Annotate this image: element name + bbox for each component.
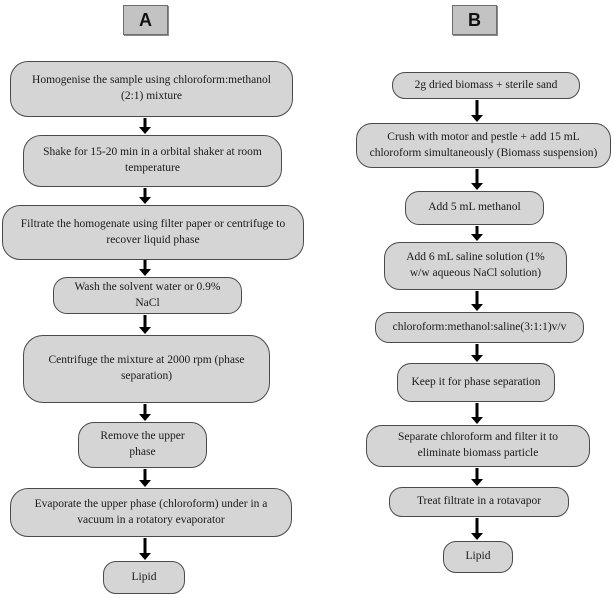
step-a-evaporate-box: Evaporate the upper phase (chloroform) under in a vacuum in a rotatory evaporator (10, 488, 292, 537)
arrow-down-icon (139, 315, 151, 334)
step-b-phase-separation-box: Keep it for phase separation (397, 363, 555, 402)
arrow-down-icon (139, 538, 151, 560)
step-a-wash-box: Wash the solvent water or 0.9% NaCl (53, 277, 242, 314)
arrow-down-icon (139, 118, 151, 134)
step-b-rotavapor-box: Treat filtrate in a rotavapor (389, 487, 569, 517)
flowchart-a-label: A (123, 5, 168, 35)
arrow-down-icon (471, 403, 483, 424)
step-a-shake-box: Shake for 15-20 min in a orbital shaker at room temperature (23, 135, 282, 187)
arrow-down-icon (471, 344, 483, 362)
arrow-down-icon (471, 100, 483, 122)
step-a-remove-upper-phase-box: Remove the upper phase (78, 422, 207, 468)
step-a-lipid-box: Lipid (103, 561, 185, 594)
step-b-add-saline-box: Add 6 mL saline solution (1% w/w aqueous NaCl solution) (384, 242, 567, 290)
step-a-centrifuge-box: Centrifuge the mixture at 2000 rpm (phase separation) (23, 335, 270, 403)
arrow-down-icon (139, 404, 151, 421)
step-b-add-methanol-box: Add 5 mL methanol (405, 191, 544, 225)
arrow-down-icon (471, 468, 483, 486)
arrow-down-icon (471, 518, 483, 540)
arrow-down-icon (139, 260, 151, 276)
arrow-down-icon (471, 226, 483, 241)
flowchart-b-label: B (452, 5, 497, 35)
arrow-down-icon (471, 291, 483, 311)
arrow-down-icon (471, 169, 483, 190)
step-b-separate-chloroform-box: Separate chloroform and filter it to eliminate biomass particle (366, 425, 590, 467)
step-b-dried-biomass-box: 2g dried biomass + sterile sand (392, 72, 580, 99)
step-b-crush-box: Crush with motor and pestle + add 15 mL chloroform simultaneously (Biomass suspension) (356, 123, 611, 168)
arrow-down-icon (139, 188, 151, 204)
step-b-solvent-ratio-box: chloroform:methanol:saline(3:1:1)v/v (375, 312, 584, 343)
step-a-filtrate-box: Filtrate the homogenate using filter paper or centrifuge to recover liquid phase (2, 205, 304, 260)
step-b-lipid-box: Lipid (443, 541, 513, 573)
arrow-down-icon (139, 469, 151, 487)
step-a-homogenise-box: Homogenise the sample using chloroform:methanol (2:1) mixture (10, 61, 293, 117)
